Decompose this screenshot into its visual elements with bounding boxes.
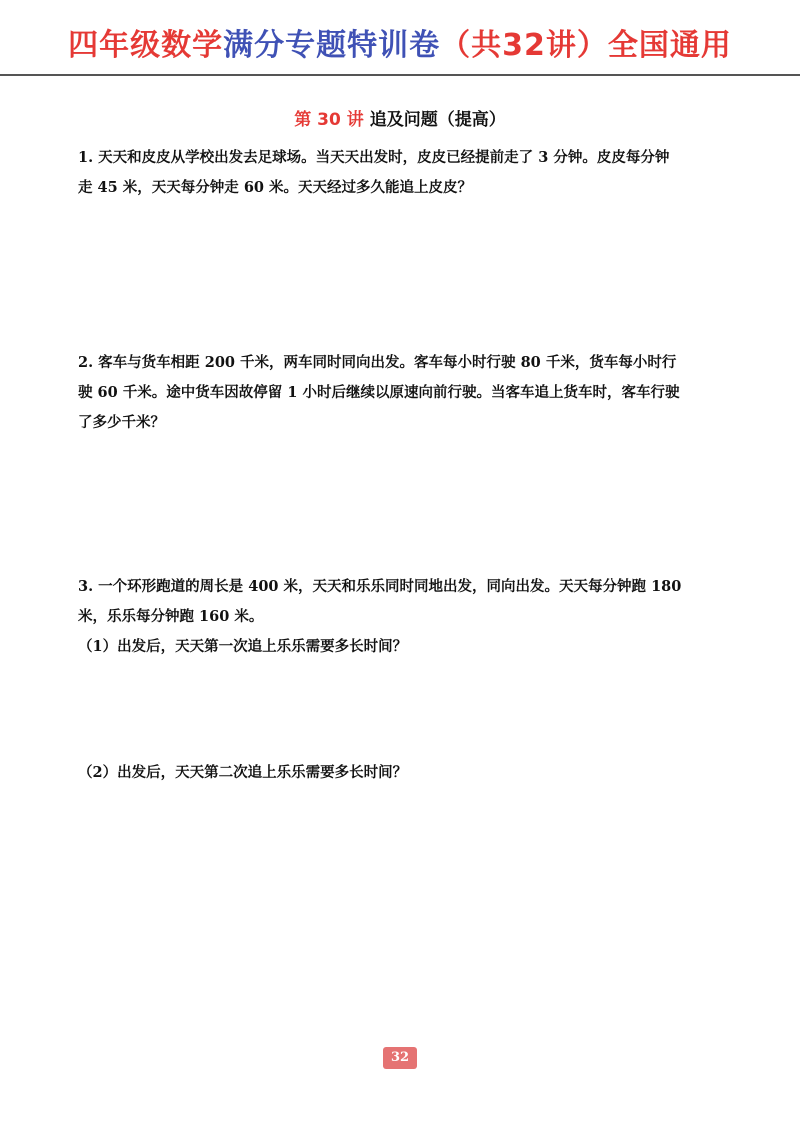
question-3-part-2 [78,758,728,788]
question-2-line-2: 驶 60 千米。途中货车因故停留 1 小时后继续以原速向前行驶。当客车追上货车时，客车行驶 [78,384,680,401]
banner-title-part1: 四年级数学 [68,28,224,63]
banner-title-part2: 满分专题特训卷 [223,28,441,63]
lesson-heading [0,105,800,130]
banner-title [0,20,800,64]
lesson-number: 第 30 讲 [294,110,364,130]
question-3-line-1: 3. 一个环形跑道的周长是 400 米，天天和乐乐同时同地出发，同向出发。天天每分钟跑 180 [78,578,682,595]
question-3 [78,572,728,662]
page-number-badge: 32 [383,1047,417,1069]
banner-divider [0,74,800,76]
question-2-line-1: 2. 客车与货车相距 200 千米，两车同时同向出发。客车每小时行驶 80 千米，货车每小时行 [78,354,677,371]
question-1-line-2: 走 45 米，天天每分钟走 60 米。天天经过多久能追上皮皮？ [78,179,473,196]
banner-title-part3: （共32讲）全国通用 [440,28,732,63]
lesson-title: 追及问题（提高） [369,110,506,130]
header-banner [0,0,800,76]
question-3-sub-2: （2）出发后，天天第二次追上乐乐需要多长时间？ [78,764,408,781]
question-1 [78,143,728,203]
question-2-line-3: 了多少千米？ [78,414,165,431]
question-2 [78,348,728,438]
question-3-line-2: 米，乐乐每分钟跑 160 米。 [78,608,264,625]
question-3-sub-1: （1）出发后，天天第一次追上乐乐需要多长时间？ [78,638,408,655]
question-1-line-1: 1. 天天和皮皮从学校出发去足球场。当天天出发时，皮皮已经提前走了 3 分钟。皮皮每分钟 [78,149,670,166]
